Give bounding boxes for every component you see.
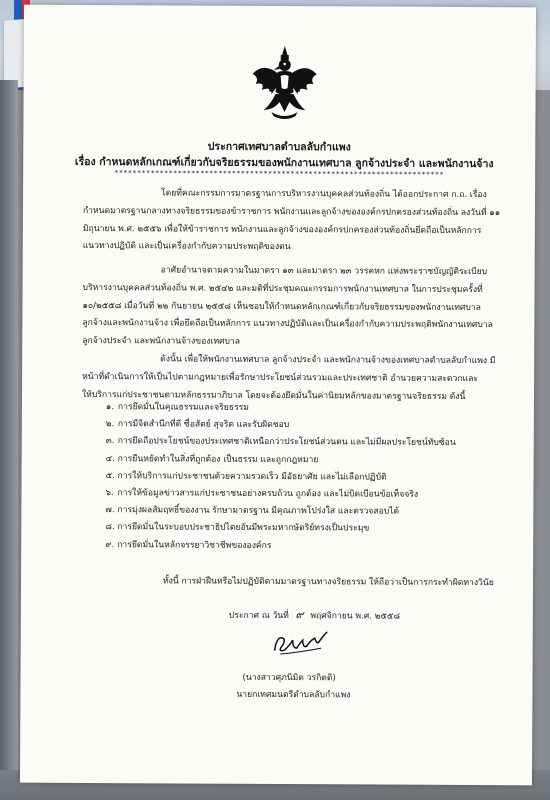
paragraph-line: ลูกจ้างประจำ และพนักงานจ้างของเทศบาล — [82, 336, 241, 347]
paragraph-line: ให้บริการแก่ประชาชนตามหลักธรรมาภิบาล โดยจะต้องยึดมั่นในค่านิยมหลักของมาตรฐานจริยธรรม ดังนี้ — [81, 389, 466, 402]
date-prefix: ประกาศ ณ วันที่ — [228, 610, 289, 622]
list-item-number: ๑. — [105, 402, 115, 413]
announcement-title: ประกาศเทศบาลตำบลลับกำแพง — [207, 140, 351, 154]
announcement-document — [20, 5, 536, 786]
paragraph-line: ลูกจ้างและพนักงานจ้าง เพื่อยึดถือเป็นหลักการ แนวทางปฏิบัติและเป็นเครื่องกำกับความประพฤติพนักงานเทศบาล — [82, 318, 493, 331]
announcement-subject: เรื่อง กำหนดหลักเกณฑ์เกี่ยวกับจริยธรรมของพนักงานเทศบาล ลูกจ้างประจำ และพนักงานจ้าง — [74, 155, 494, 171]
list-item-number: ๙. — [105, 539, 115, 550]
list-item-text: การให้ข้อมูลข่าวสารแก่ประชาชนอย่างครบถ้วน ถูกต้อง และไม่บิดเบือนข้อเท็จจริง — [117, 488, 419, 500]
list-item-number: ๗. — [105, 505, 115, 516]
garuda-emblem-icon — [249, 44, 319, 124]
list-item — [105, 520, 515, 539]
paragraph-line: บริหารงานบุคคลส่วนท้องถิ่น พ.ศ. ๒๕๔๒ และมติที่ประชุมคณะกรรมการพนักงานเทศบาล ในการประชุมครั้งที่ — [82, 282, 483, 295]
list-item-number: ๒. — [105, 419, 115, 430]
paragraph-line: แนวทางปฏิบัติ และเป็นเครื่องกำกับความประพฤติของตน — [82, 241, 291, 253]
list-item-text: การยืนหยัดทำในสิ่งที่ถูกต้อง เป็นธรรม และถูกกฎหมาย — [117, 453, 319, 465]
paragraph-preamble — [83, 185, 513, 258]
list-item-text: การมีจิตสำนึกที่ดี ซื่อสัตย์ สุจริต และรับผิดชอบ — [117, 419, 290, 431]
list-item-text: การยึดมั่นในหลักจรรยาวิชาชีพขององค์กร — [117, 539, 272, 551]
paragraph-line: มิถุนายน พ.ศ. ๒๕๕๖ เพื่อให้ข้าราชการ พนักงานและลูกจ้างขององค์กรปกครองส่วนท้องถิ่นยึดถือเป็นหลักการ — [82, 223, 482, 236]
paragraph-line: ดังนั้น เพื่อให้พนักงานเทศบาล ลูกจ้างประจำ และพนักงานจ้างของเทศบาลตำบลลับกำแพง มี — [160, 354, 496, 367]
handwritten-signature — [271, 626, 331, 660]
list-item — [105, 537, 515, 556]
list-item — [106, 399, 516, 418]
announcement-date — [229, 605, 489, 624]
paragraph-authority — [82, 262, 512, 353]
list-item-number: ๔. — [105, 453, 115, 464]
list-item — [106, 434, 516, 453]
list-item-text: การยึดถือประโยชน์ของประเทศชาติเหนือกว่าประโยชน์ส่วนตน และไม่มีผลประโยชน์ทับซ้อน — [117, 436, 456, 449]
title-separator: ************************************************************************* — [114, 169, 444, 179]
list-item-text: การให้บริการแก่ประชาชนด้วยความรวดเร็ว มีอัธยาศัย และไม่เลือกปฏิบัติ — [117, 470, 387, 483]
paragraph-line: อาศัยอำนาจตามความในมาตรา ๑๓ และมาตรา ๒๓ วรรคหก แห่งพระราชบัญญัติระเบียบ — [160, 265, 488, 278]
list-item — [106, 451, 516, 470]
list-item — [105, 485, 515, 504]
list-item — [106, 416, 516, 435]
list-item-number: ๘. — [105, 522, 115, 533]
list-item-number: ๓. — [105, 436, 115, 447]
list-item-text: การยึดมั่นในระบอบประชาธิปไตยอันมีพระมหากษัตริย์ทรงเป็นประมุข — [117, 522, 370, 534]
signatory-name: (นางสาวศุภนิมิต วรกิตติ) — [242, 672, 336, 684]
list-item — [105, 502, 515, 521]
list-item-number: ๕. — [105, 470, 115, 481]
date-day: ๙ — [295, 608, 304, 622]
list-item-text: การยึดมั่นในคุณธรรมและจริยธรรม — [117, 402, 249, 413]
paragraph-line: ๑๐/๒๕๕๘ เมื่อวันที่ ๒๒ กันยายน ๒๕๕๘ เห็นชอบให้กำหนดหลักเกณฑ์เกี่ยวกับจริยธรรมของพนักงานเทศบาล — [82, 300, 481, 313]
date-suffix: พฤศจิกายน พ.ศ. ๒๕๕๘ — [310, 611, 401, 622]
paragraph-directive — [82, 351, 512, 407]
paragraph-line: หน้าที่ดำเนินการให้เป็นไปตามกฎหมายเพื่อรักษาประโยชน์ส่วนรวมและประเทศชาติ อำนวยความสะดวกและ — [82, 371, 479, 384]
paragraph-line: โดยที่คณะกรรมการมาตรฐานการบริหารงานบุคคลส่วนท้องถิ่น ได้ออกประกาศ ก.ถ. เรื่อง — [161, 188, 487, 201]
signatory-position: นายกเทศมนตรีตำบลลับกำแพง — [236, 689, 351, 701]
list-item-number: ๖. — [105, 488, 114, 499]
background-left — [0, 80, 18, 800]
paragraph-line: กำหนดมาตรฐานกลางทางจริยธรรมของข้าราชการ พนักงานและลูกจ้างขององค์กรปกครองส่วนท้องถิ่น ลงวันที่ ๑๑ — [82, 205, 501, 218]
ethics-list — [105, 399, 516, 556]
list-item — [106, 468, 516, 487]
list-item-text: การมุ่งผลสัมฤทธิ์ของงาน รักษามาตรฐาน มีคุณภาพโปร่งใส และตรวจสอบได้ — [117, 505, 400, 517]
closing-statement: ทั้งนี้ การฝ่าฝืนหรือไม่ปฏิบัติตามมาตรฐานทางจริยธรรม ให้ถือว่าเป็นการกระทำผิดทางวินัย — [162, 576, 494, 589]
